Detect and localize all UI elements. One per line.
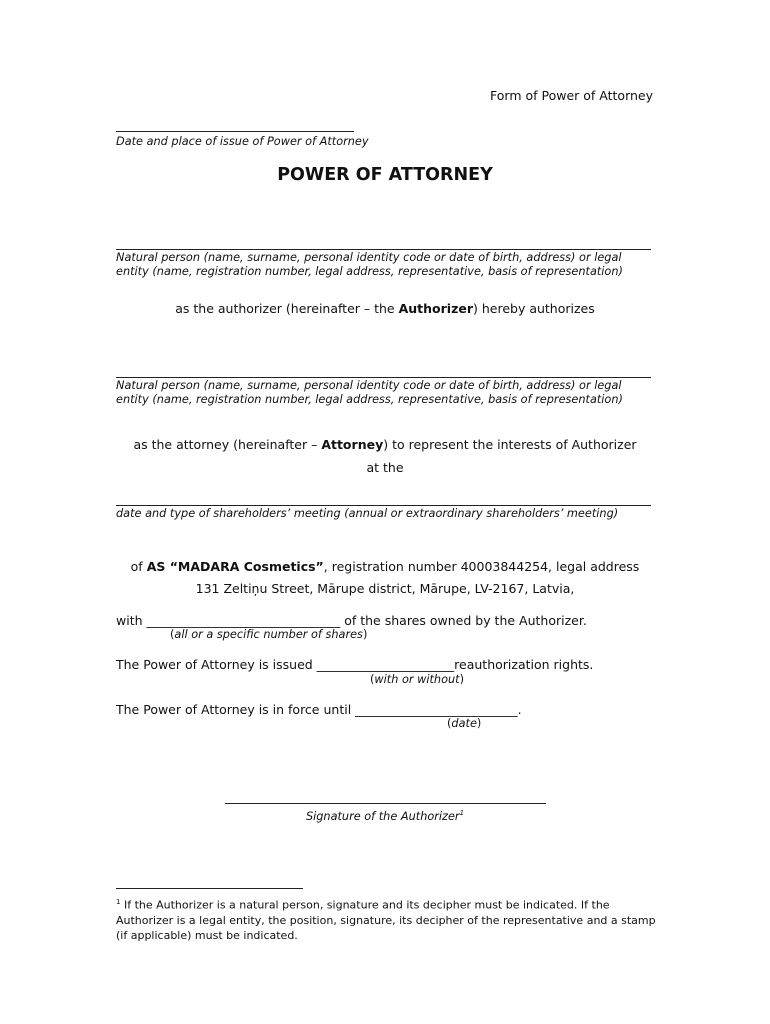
authorizer-sentence-pre: as the authorizer (hereinafter – the [175, 301, 399, 316]
validity-line: The Power of Attorney is in force until __________________________. [116, 702, 522, 717]
signature-footnote-mark: 1 [459, 809, 465, 817]
attorney-caption-line2: entity (name, registration number, legal address, representative, basis of representation) [116, 393, 623, 406]
footnote-mark: 1 [116, 898, 121, 906]
signature-caption [0, 806, 770, 824]
shares-hint-close: ) [362, 628, 368, 641]
company-name: AS “MADARA Cosmetics” [146, 559, 324, 574]
reauth-hint-text: with or without [374, 673, 460, 686]
shares-hint-text: all or a specific number of shares [174, 628, 363, 641]
validity-hint-open: ( [447, 717, 452, 730]
company-pre: of [130, 559, 147, 574]
footnote-separator [116, 888, 303, 889]
reauth-hint [370, 673, 464, 686]
attorney-caption-line1: Natural person (name, surname, personal identity code or date of birth, address) or legal [116, 379, 622, 392]
authorizer-term: Authorizer [398, 301, 473, 316]
authorizer-line [116, 249, 651, 250]
validity-hint-close: ) [476, 717, 482, 730]
shares-line: with _______________________________ of the shares owned by the Authorizer. [116, 613, 587, 628]
authorizer-caption-line1: Natural person (name, surname, personal identity code or date of birth, address) or legal [116, 251, 622, 264]
attorney-term: Attorney [321, 437, 384, 452]
footnote [116, 895, 656, 943]
issue-line [116, 131, 354, 132]
validity-hint [447, 717, 481, 730]
signature-caption-text: Signature of the Authorizer [305, 809, 460, 823]
meeting-line [116, 505, 651, 506]
signature-line [225, 803, 546, 804]
attorney-sentence-line2: at the [366, 460, 404, 475]
attorney-line [116, 377, 651, 378]
authorizer-sentence [0, 301, 770, 316]
company-post: , registration number 40003844254, legal address [323, 559, 640, 574]
authorizer-sentence-post: ) hereby authorizes [473, 301, 595, 316]
meeting-caption: date and type of shareholders’ meeting (annual or extraordinary shareholders’ meeting) [116, 507, 619, 520]
reauth-hint-close: ) [459, 673, 465, 686]
attorney-sentence-post: ) to represent the interests of Authorizer [383, 437, 637, 452]
reauth-line: The Power of Attorney is issued ______________________reauthorization rights. [116, 657, 594, 672]
attorney-sentence-pre: as the attorney (hereinafter – [133, 437, 322, 452]
footnote-text: If the Authorizer is a natural person, signature and its decipher must be indicated. If the Authorizer is a legal entity, the position, signature, its decipher of the representative and a stamp (if applicable) must be indicated. [116, 898, 656, 942]
company-address: 131 Zeltiņu Street, Mārupe district, Mārupe, LV-2167, Latvia, [195, 581, 575, 596]
authorizer-caption-line2: entity (name, registration number, legal address, representative, basis of representation) [116, 265, 623, 278]
shares-hint-open: ( [170, 628, 175, 641]
issue-caption: Date and place of issue of Power of Attorney [116, 135, 369, 148]
document-title: POWER OF ATTORNEY [277, 165, 493, 185]
form-label: Form of Power of Attorney [490, 88, 653, 103]
attorney-sentence [0, 437, 770, 452]
company-line [0, 559, 770, 574]
shares-hint [170, 628, 367, 641]
reauth-hint-open: ( [370, 673, 375, 686]
validity-hint-text: date [451, 717, 477, 730]
